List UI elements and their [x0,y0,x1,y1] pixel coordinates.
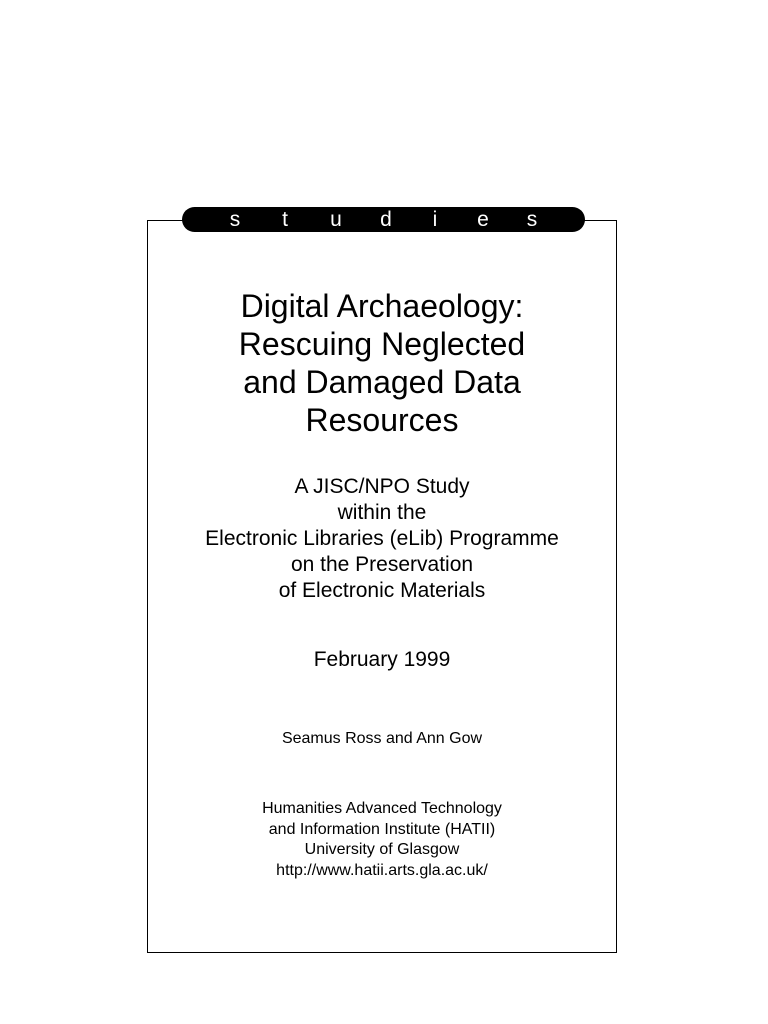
series-letter: s [526,208,538,231]
document-subtitle [147,474,617,604]
title-line: Digital Archaeology: [240,288,524,324]
series-letter: t [282,208,288,231]
affiliation-url: http://www.hatii.arts.gla.ac.uk/ [276,861,488,879]
subtitle-line: within the [337,501,427,524]
title-line: Resources [305,402,459,438]
series-letter: i [432,208,438,231]
authors: Seamus Ross and Ann Gow [281,730,483,747]
subtitle-line: on the Preservation [290,553,474,576]
document-title [147,287,617,439]
subtitle-line: Electronic Libraries (eLib) Programme [205,527,559,550]
series-letter: d [380,208,392,231]
series-letter: s [229,208,241,231]
affiliation-line: Humanities Advanced Technology [262,800,502,817]
series-banner [182,207,585,232]
series-letter: e [477,208,489,231]
title-line: and Damaged Data [243,364,521,400]
affiliation [147,799,617,881]
series-letter: u [330,208,342,231]
publication-date: February 1999 [313,648,451,671]
title-line: Rescuing Neglected [238,326,526,362]
affiliation-line: University of Glasgow [304,841,460,858]
subtitle-line: A JISC/NPO Study [294,475,470,498]
subtitle-line: of Electronic Materials [278,579,486,602]
affiliation-line: and Information Institute (HATII) [268,820,496,838]
